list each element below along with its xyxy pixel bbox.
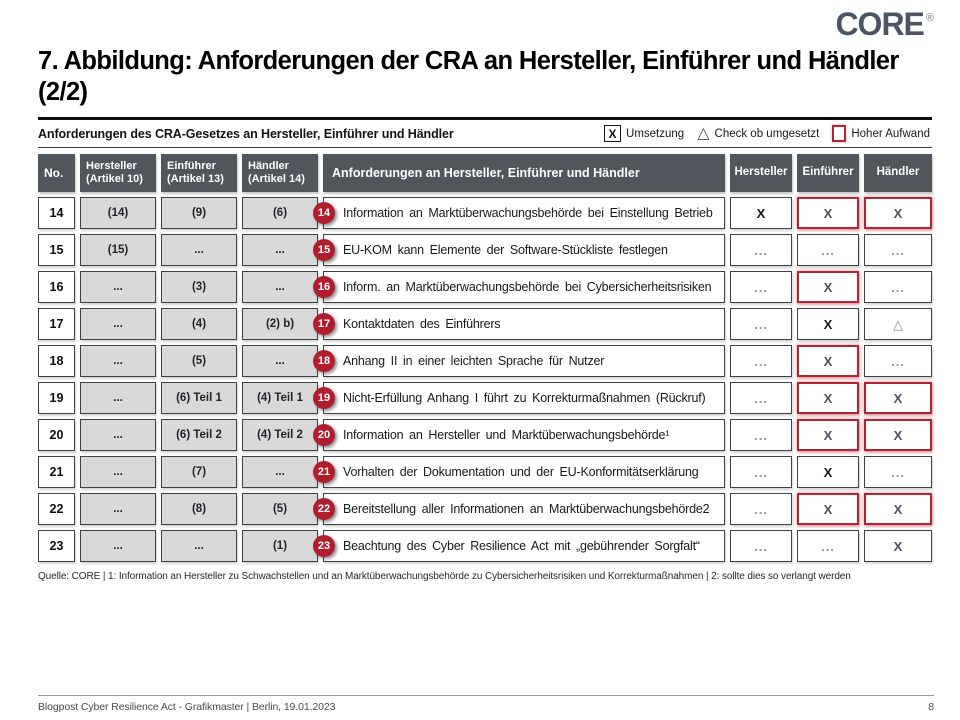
dots-mark: ... — [891, 279, 905, 295]
column-header-label: Hersteller — [734, 166, 788, 179]
row-number: 19 — [38, 382, 75, 414]
status-cell-haendler — [864, 345, 932, 377]
status-cell-einfuehrer — [797, 197, 859, 229]
requirement-text: Beachtung des Cyber Resilience Act mit „gebührender Sorgfalt“ — [343, 539, 700, 554]
legend-item — [832, 125, 930, 142]
row-number: 23 — [38, 530, 75, 562]
dots-mark: ... — [891, 353, 905, 369]
article-ref-einfuehrer: (6) Teil 2 — [161, 419, 237, 451]
registered-trademark-icon: ® — [925, 12, 934, 24]
status-cell-hersteller — [730, 382, 792, 414]
dots-mark: ... — [754, 427, 768, 443]
article-ref-hersteller: ... — [80, 493, 156, 525]
article-ref-einfuehrer: (3) — [161, 271, 237, 303]
page-number: 8 — [928, 701, 934, 713]
status-cell-haendler — [864, 197, 932, 229]
requirement-cell — [317, 308, 725, 340]
requirement-text: Vorhalten der Dokumentation und der EU-Konformitätserklärung — [343, 465, 699, 480]
article-ref-haendler: ... — [242, 234, 318, 266]
page-title: 7. Abbildung: Anforderungen der CRA an Hersteller, Einführer und Händler (2/2) — [38, 47, 899, 106]
status-cell-haendler — [864, 308, 932, 340]
x-mark: X — [823, 279, 833, 295]
dots-mark: ... — [754, 353, 768, 369]
row-number-badge: 19 — [313, 387, 335, 409]
status-cell-einfuehrer — [797, 345, 859, 377]
table-title-bar — [38, 117, 932, 148]
status-cell-hersteller — [730, 530, 792, 562]
requirements-table — [38, 154, 932, 562]
requirement-text: Kontaktdaten des Einführers — [343, 317, 501, 332]
x-box-icon: X — [604, 125, 621, 142]
requirement-cell — [317, 234, 725, 266]
row-number-badge: 15 — [313, 239, 335, 261]
column-header-status-hersteller — [730, 154, 792, 192]
status-cell-einfuehrer — [797, 271, 859, 303]
article-ref-einfuehrer: (8) — [161, 493, 237, 525]
row-number-badge: 23 — [313, 535, 335, 557]
row-number-badge: 22 — [313, 498, 335, 520]
column-header-label: Einführer — [802, 166, 854, 179]
row-number-badge: 16 — [313, 276, 335, 298]
status-cell-haendler — [864, 382, 932, 414]
article-ref-haendler: (6) — [242, 197, 318, 229]
triangle-icon: △ — [697, 124, 710, 142]
status-cell-hersteller — [730, 345, 792, 377]
requirement-cell — [317, 345, 725, 377]
x-mark: X — [823, 464, 833, 480]
article-ref-hersteller: ... — [80, 308, 156, 340]
column-header-label: No. — [44, 166, 64, 181]
row-number: 22 — [38, 493, 75, 525]
row-number-badge: 20 — [313, 424, 335, 446]
requirement-cell — [317, 197, 725, 229]
legend — [604, 125, 930, 142]
status-cell-haendler — [864, 456, 932, 488]
status-cell-hersteller — [730, 308, 792, 340]
x-mark: X — [823, 205, 833, 221]
row-number-badge: 17 — [313, 313, 335, 335]
article-ref-hersteller: ... — [80, 530, 156, 562]
x-mark: X — [756, 205, 766, 221]
column-header-status-einfuehrer — [797, 154, 859, 192]
column-header-status-haendler — [864, 154, 932, 192]
article-ref-haendler: (5) — [242, 493, 318, 525]
article-ref-haendler: (4) Teil 2 — [242, 419, 318, 451]
legend-item — [604, 125, 684, 142]
column-header-sublabel: (Artikel 10) — [86, 173, 143, 186]
article-ref-haendler: ... — [242, 271, 318, 303]
row-number-badge: 14 — [313, 202, 335, 224]
row-number: 21 — [38, 456, 75, 488]
article-ref-hersteller: ... — [80, 382, 156, 414]
article-ref-einfuehrer: ... — [161, 530, 237, 562]
column-header-einfuehrer-artikel — [161, 154, 237, 192]
legend-item — [697, 126, 819, 142]
article-ref-einfuehrer: (6) Teil 1 — [161, 382, 237, 414]
article-ref-haendler: (1) — [242, 530, 318, 562]
requirement-cell — [317, 493, 725, 525]
x-mark: X — [823, 316, 833, 332]
dots-mark: ... — [754, 538, 768, 554]
x-mark: X — [823, 390, 833, 406]
status-cell-hersteller — [730, 197, 792, 229]
requirement-text: Information an Marktüberwachungsbehörde bei Einstellung Betrieb — [343, 206, 713, 221]
status-cell-einfuehrer — [797, 234, 859, 266]
column-header-sublabel: (Artikel 14) — [248, 173, 305, 186]
x-mark: X — [893, 427, 903, 443]
red-box-icon — [832, 125, 846, 142]
status-cell-hersteller — [730, 419, 792, 451]
legend-label: Umsetzung — [626, 127, 685, 140]
requirement-text: EU-KOM kann Elemente der Software-Stückliste festlegen — [343, 243, 668, 258]
dots-mark: ... — [754, 464, 768, 480]
requirement-text: Information an Hersteller und Marktüberwachungsbehörde¹ — [343, 428, 670, 443]
row-number-badge: 21 — [313, 461, 335, 483]
status-cell-hersteller — [730, 234, 792, 266]
x-mark: X — [823, 501, 833, 517]
dots-mark: ... — [754, 390, 768, 406]
source-note: Quelle: CORE | 1: Information an Hersteller zu Schwachstellen und an Marktüberwachungsbehörde zu Cybersicherheitsrisiken und Korrekturmaßnahmen | 2: sollte dies so verlangt werden — [38, 571, 851, 583]
dots-mark: ... — [891, 464, 905, 480]
x-mark: X — [893, 501, 903, 517]
article-ref-einfuehrer: (9) — [161, 197, 237, 229]
status-cell-haendler — [864, 271, 932, 303]
row-number: 16 — [38, 271, 75, 303]
requirement-text: Bereitstellung aller Informationen an Marktüberwachungsbehörde2 — [343, 502, 710, 517]
requirement-cell — [317, 271, 725, 303]
requirement-text: Nicht-Erfüllung Anhang I führt zu Korrekturmaßnahmen (Rückruf) — [343, 391, 706, 406]
status-cell-hersteller — [730, 271, 792, 303]
article-ref-hersteller: (14) — [80, 197, 156, 229]
column-header-label: Anforderungen an Hersteller, Einführer und Händler — [332, 165, 640, 180]
requirement-cell — [317, 530, 725, 562]
requirement-cell — [317, 382, 725, 414]
requirement-cell — [317, 419, 725, 451]
x-mark: X — [823, 353, 833, 369]
status-cell-einfuehrer — [797, 308, 859, 340]
article-ref-haendler: ... — [242, 456, 318, 488]
article-ref-einfuehrer: ... — [161, 234, 237, 266]
status-cell-einfuehrer — [797, 419, 859, 451]
dots-mark: ... — [754, 279, 768, 295]
legend-label: Check ob umgesetzt — [714, 127, 820, 140]
requirement-text: Inform. an Marktüberwachungsbehörde bei Cybersicherheitsrisiken — [343, 280, 712, 295]
requirement-text: Anhang II in einer leichten Sprache für Nutzer — [343, 354, 605, 369]
dots-mark: ... — [754, 501, 768, 517]
column-header-no — [38, 154, 75, 192]
column-header-hersteller-artikel — [80, 154, 156, 192]
article-ref-hersteller: ... — [80, 419, 156, 451]
dots-mark: ... — [754, 316, 768, 332]
status-cell-haendler — [864, 419, 932, 451]
check-triangle-icon: △ — [893, 316, 903, 332]
x-mark: X — [823, 427, 833, 443]
column-header-requirement — [323, 154, 725, 192]
column-header-haendler-artikel — [242, 154, 318, 192]
row-number: 20 — [38, 419, 75, 451]
dots-mark: ... — [891, 242, 905, 258]
article-ref-hersteller: ... — [80, 456, 156, 488]
status-cell-einfuehrer — [797, 456, 859, 488]
core-logo-text: CORE — [835, 6, 924, 42]
column-header-label: Hersteller — [86, 160, 137, 173]
status-cell-haendler — [864, 234, 932, 266]
article-ref-einfuehrer: (4) — [161, 308, 237, 340]
dots-mark: ... — [754, 242, 768, 258]
status-cell-hersteller — [730, 493, 792, 525]
article-ref-hersteller: ... — [80, 345, 156, 377]
article-ref-einfuehrer: (5) — [161, 345, 237, 377]
article-ref-haendler: (2) b) — [242, 308, 318, 340]
legend-label: Hoher Aufwand — [851, 127, 930, 140]
core-logo — [835, 6, 934, 43]
dots-mark: ... — [821, 242, 835, 258]
column-header-label: Einführer — [167, 160, 216, 173]
article-ref-einfuehrer: (7) — [161, 456, 237, 488]
row-number: 14 — [38, 197, 75, 229]
column-header-label: Händler — [248, 160, 289, 173]
status-cell-einfuehrer — [797, 382, 859, 414]
row-number: 15 — [38, 234, 75, 266]
table-title: Anforderungen des CRA-Gesetzes an Hersteller, Einführer und Händler — [38, 126, 454, 141]
column-header-sublabel: (Artikel 13) — [167, 173, 224, 186]
status-cell-einfuehrer — [797, 493, 859, 525]
x-mark: X — [893, 390, 903, 406]
dots-mark: ... — [821, 538, 835, 554]
status-cell-hersteller — [730, 456, 792, 488]
x-mark: X — [893, 205, 903, 221]
article-ref-haendler: ... — [242, 345, 318, 377]
footer-text: Blogpost Cyber Resilience Act - Grafikmaster | Berlin, 19.01.2023 — [38, 701, 336, 713]
requirement-cell — [317, 456, 725, 488]
status-cell-einfuehrer — [797, 530, 859, 562]
article-ref-hersteller: (15) — [80, 234, 156, 266]
status-cell-haendler — [864, 530, 932, 562]
row-number: 18 — [38, 345, 75, 377]
article-ref-hersteller: ... — [80, 271, 156, 303]
x-mark: X — [893, 538, 903, 554]
article-ref-haendler: (4) Teil 1 — [242, 382, 318, 414]
row-number: 17 — [38, 308, 75, 340]
slide-footer — [38, 695, 934, 713]
status-cell-haendler — [864, 493, 932, 525]
row-number-badge: 18 — [313, 350, 335, 372]
column-header-label: Händler — [876, 166, 920, 179]
